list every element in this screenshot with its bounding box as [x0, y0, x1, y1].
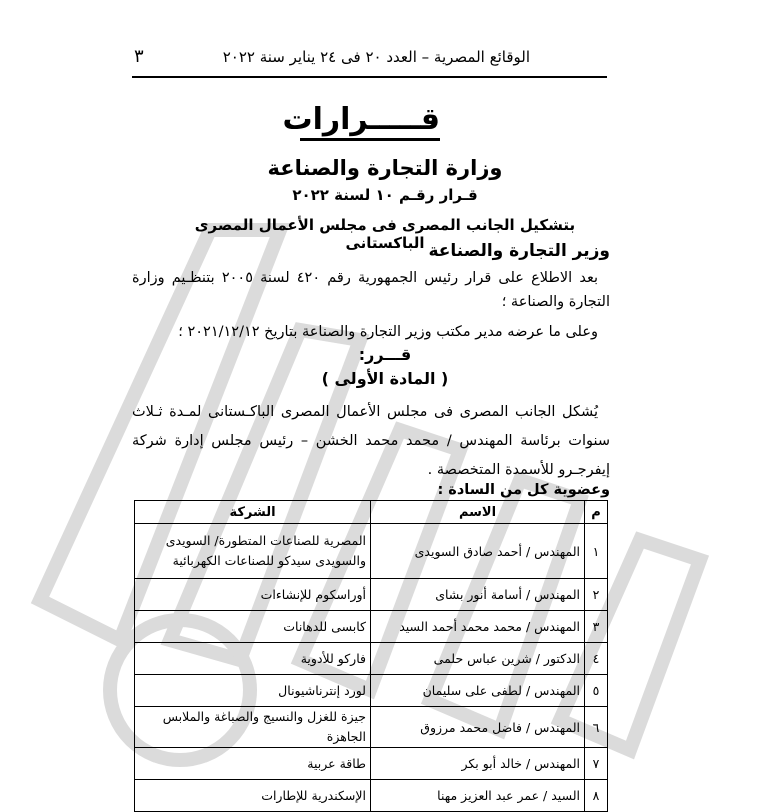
- article-heading: ( المادة الأولى ): [321, 369, 449, 388]
- page-header: [132, 46, 608, 72]
- row-number: ٧: [585, 748, 608, 780]
- table-row: [135, 579, 608, 611]
- row-number: ٨: [585, 780, 608, 812]
- row-number: ١: [585, 524, 608, 579]
- col-header-no: م: [585, 501, 608, 524]
- table-row: [135, 707, 608, 748]
- table-row: [135, 748, 608, 780]
- article-paragraph: يُشكل الجانب المصرى فى مجلس الأعمال المصرى الباكـستانى لمـدة ثـلاث سنوات برئاسة المهندس / محمد محمد الخشن – رئيس مجلس إدارة شركة إيفرجـرو للأسمدة المتخصصة .: [132, 404, 610, 478]
- member-name: المهندس / أحمد صادق السويدى: [371, 524, 585, 579]
- ministry-heading: وزارة التجارة والصناعة: [267, 156, 503, 180]
- row-number: ٣: [585, 611, 608, 643]
- member-name: المهندس / محمد محمد أحمد السيد: [371, 611, 585, 643]
- col-header-name: الاسم: [371, 501, 585, 524]
- row-number: ٥: [585, 675, 608, 707]
- table-row: [135, 611, 608, 643]
- member-company: المصرية للصناعات المتطورة/ السويدى والسويدى سيدكو للصناعات الكهربائية: [135, 524, 371, 579]
- col-header-company: الشركة: [135, 501, 371, 524]
- member-name: المهندس / لطفى على سليمان: [371, 675, 585, 707]
- member-company: جيزة للغزل والنسيج والصباغة والملابس الجاهزة: [135, 707, 371, 748]
- decided-heading: قـــرر:: [358, 345, 412, 364]
- table-row: [135, 524, 608, 579]
- member-company: كابسى للدهانات: [135, 611, 371, 643]
- member-company: أوراسكوم للإنشاءات: [135, 579, 371, 611]
- page-number: ٣: [134, 46, 144, 67]
- member-company: طاقة عربية: [135, 748, 371, 780]
- table-row: [135, 643, 608, 675]
- preamble-paragraph-1: بعد الاطلاع على قرار رئيس الجمهورية رقم ٤٢٠ لسنة ٢٠٠٥ بتنظـيم وزارة التجارة والصناعة ؛: [132, 270, 610, 310]
- member-company: لورد إنترناشيونال: [135, 675, 371, 707]
- table-row: [135, 675, 608, 707]
- page-title: قـــــرارات: [300, 102, 440, 141]
- decree-subject: بتشكيل الجانب المصرى فى مجلس الأعمال المصرى الباكستانى: [194, 216, 576, 252]
- member-name: المهندس / خالد أبو بكر: [371, 748, 585, 780]
- member-name: المهندس / فاضل محمد مرزوق: [371, 707, 585, 748]
- member-name: الدكتور / شرين عباس حلمى: [371, 643, 585, 675]
- row-number: ٢: [585, 579, 608, 611]
- table-header-row: [135, 501, 608, 524]
- minister-heading: وزير التجارة والصناعة: [428, 241, 610, 261]
- table-row: [135, 780, 608, 812]
- member-company: فاركو للأدوية: [135, 643, 371, 675]
- member-name: السيد / عمر عبد العزيز مهنا: [371, 780, 585, 812]
- members-intro: وعضوية كل من السادة :: [437, 482, 610, 498]
- header-divider: [132, 76, 607, 78]
- member-name: المهندس / أسامة أنور بشاى: [371, 579, 585, 611]
- row-number: ٤: [585, 643, 608, 675]
- decree-number: قـرار رقـم ١٠ لسنة ٢٠٢٢: [292, 186, 478, 204]
- members-table: [134, 500, 608, 812]
- gazette-title: الوقائع المصرية – العدد ٢٠ فى ٢٤ يناير سنة ٢٠٢٢: [222, 48, 530, 66]
- preamble-paragraph-2: وعلى ما عرضه مدير مكتب وزير التجارة والصناعة بتاريخ ٢٠٢١/١٢/١٢ ؛: [178, 324, 598, 340]
- row-number: ٦: [585, 707, 608, 748]
- member-company: الإسكندرية للإطارات: [135, 780, 371, 812]
